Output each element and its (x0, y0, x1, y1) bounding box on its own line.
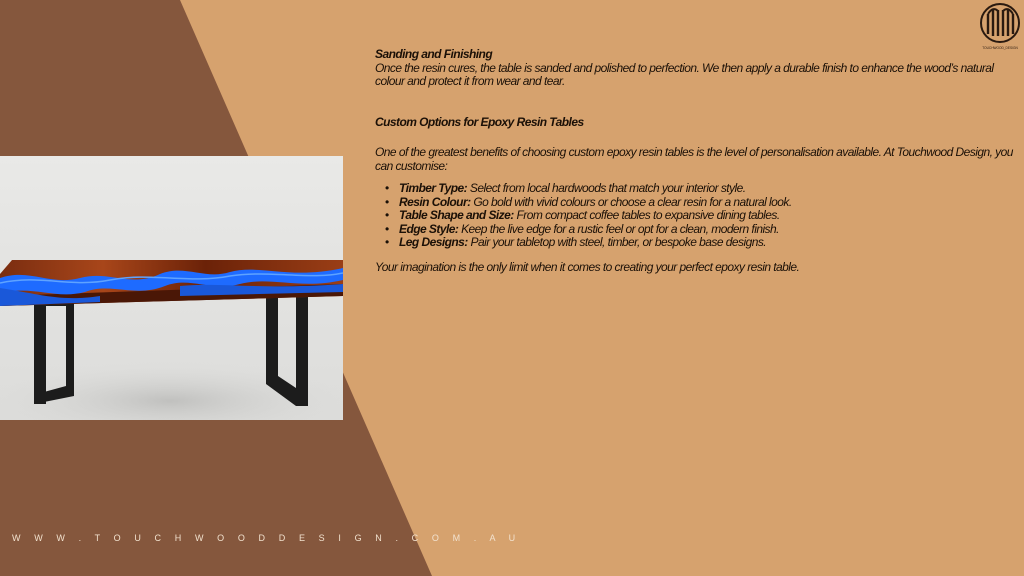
option-label: Timber Type: (399, 181, 468, 195)
content-block (375, 48, 1015, 274)
option-label: Edge Style: (399, 221, 459, 236)
option-label: Table Shape and Size: (399, 208, 514, 222)
option-text: Go bold with vivid colours or choose a clear resin for a natural look. (470, 194, 792, 209)
list-item (385, 182, 1015, 196)
logo-caption: TOUCHWOOD_DESIGN (982, 46, 1018, 50)
resin-table-photo (0, 156, 343, 420)
list-item (385, 209, 1015, 223)
option-text: From compact coffee tables to expansive dining tables. (513, 208, 780, 222)
option-text: Select from local hardwoods that match your interior style. (467, 181, 746, 195)
website-url: W W W . T O U C H W O O D D E S I G N . C O M . A U (12, 533, 521, 543)
closing-text: Your imagination is the only limit when it comes to creating your perfect epoxy resin table. (375, 259, 800, 274)
list-item (385, 196, 1015, 210)
option-label: Resin Colour: (399, 194, 471, 209)
option-label: Leg Designs: (399, 235, 468, 249)
option-text: Pair your tabletop with steel, timber, or bespoke base designs. (467, 235, 767, 249)
list-item (385, 236, 1015, 250)
options-list (375, 182, 1015, 250)
custom-options-heading: Custom Options for Epoxy Resin Tables (375, 114, 584, 129)
touchwood-logo-icon (978, 2, 1022, 52)
option-text: Keep the live edge for a rustic feel or opt for a clean, modern finish. (458, 221, 779, 236)
custom-options-intro: One of the greatest benefits of choosing custom epoxy resin tables is the level of personalisation available. At Touchwood Design, you can customise: (375, 145, 1013, 173)
list-item (385, 223, 1015, 237)
sanding-body: Once the resin cures, the table is sanded and polished to perfection. We then apply a durable finish to enhance the wood’s natural colour and protect it from wear and tear. (375, 60, 994, 88)
brand-logo (978, 2, 1022, 52)
sanding-heading: Sanding and Finishing (375, 47, 493, 61)
